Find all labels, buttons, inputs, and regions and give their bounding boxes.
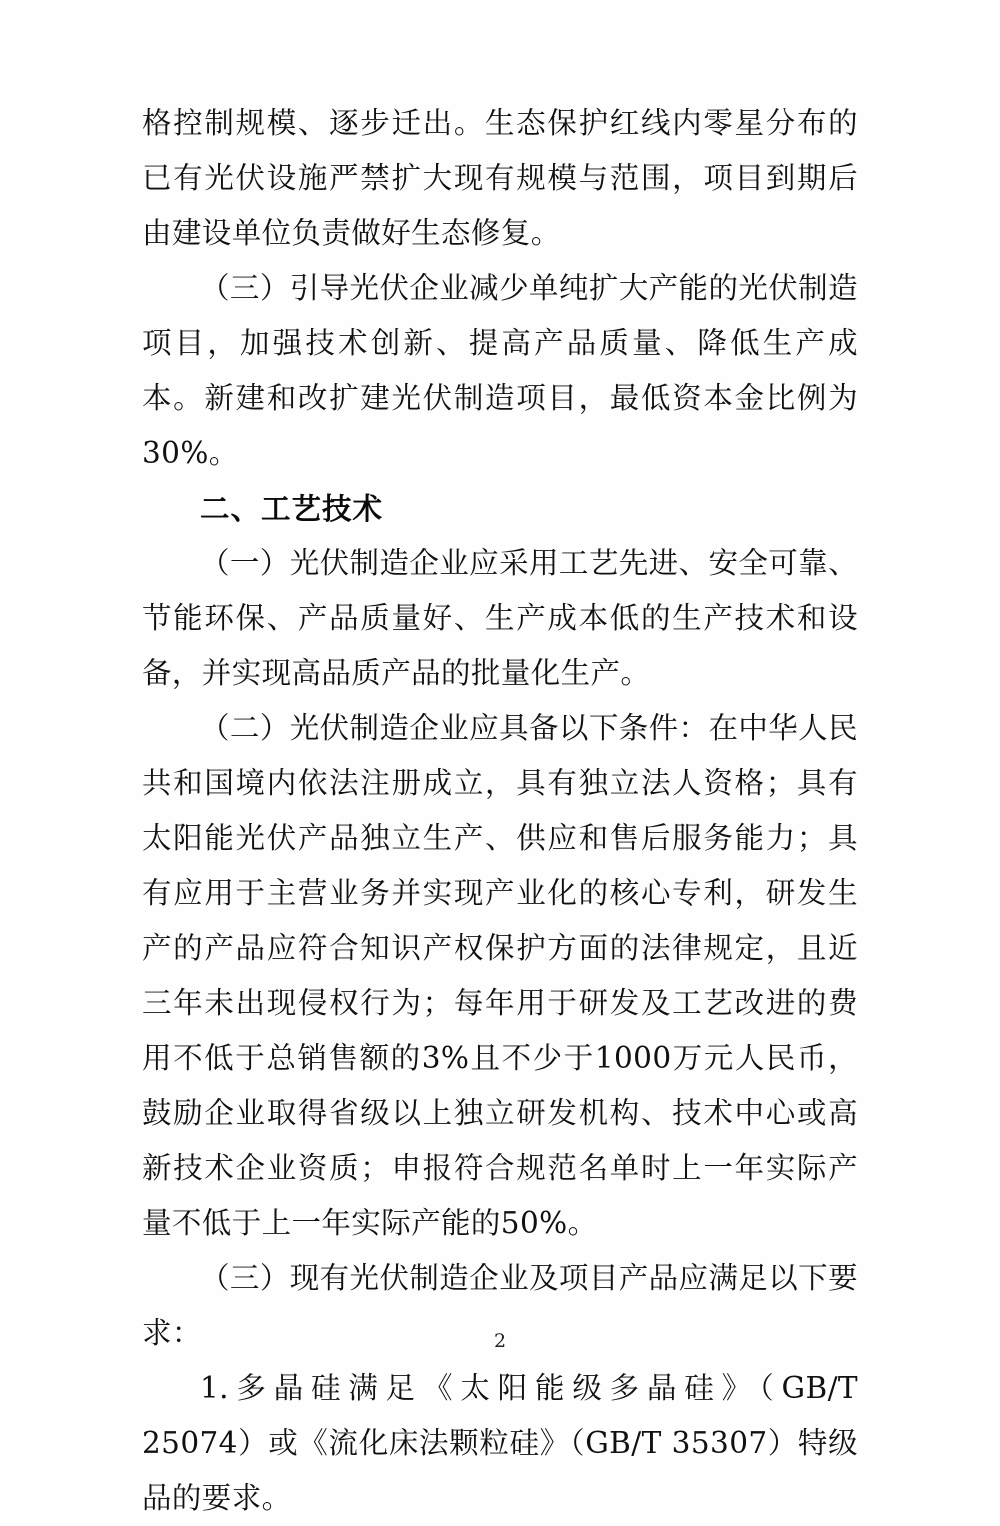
paragraph-item-three-tech: （三）现有光伏制造企业及项目产品应满足以下要求： [142, 1261, 858, 1350]
paragraph-item-one-tech: （一）光伏制造企业应采用工艺先进、安全可靠、节能环保、产品质量好、生产成本低的生产技术和设备，并实现高品质产品的批量化生产。 [142, 546, 858, 690]
document-body [142, 96, 858, 1526]
paragraph-item-three-scale: （三）引导光伏企业减少单纯扩大产能的光伏制造项目，加强技术创新、提高产品质量、降低生产成本。新建和改扩建光伏制造项目，最低资本金比例为30%。 [142, 271, 858, 470]
page-number: 2 [493, 1330, 507, 1352]
paragraph-subitem-polysilicon: 1.多晶硅满足《太阳能级多晶硅》（GB/T 25074）或《流化床法颗粒硅》（GB/T 35307）特级品的要求。 [142, 1371, 858, 1515]
paragraph-item-two-tech: （二）光伏制造企业应具备以下条件：在中华人民共和国境内依法注册成立，具有独立法人资格；具有太阳能光伏产品独立生产、供应和售后服务能力；具有应用于主营业务并实现产业化的核心专利，研发生产的产品应符合知识产权保护方面的法律规定，且近三年未出现侵权行为；每年用于研发及工艺改进的费用不低于总销售额的3%且不少于1000万元人民币，鼓励企业取得省级以上独立研发机构、技术中心或高新技术企业资质；申报符合规范名单时上一年实际产量不低于上一年实际产能的50%。 [142, 711, 858, 1240]
section-heading-process-technology: 二、工艺技术 [200, 491, 384, 526]
paragraph-continuation: 格控制规模、逐步迁出。生态保护红线内零星分布的已有光伏设施严禁扩大现有规模与范围，项目到期后由建设单位负责做好生态修复。 [142, 106, 858, 250]
